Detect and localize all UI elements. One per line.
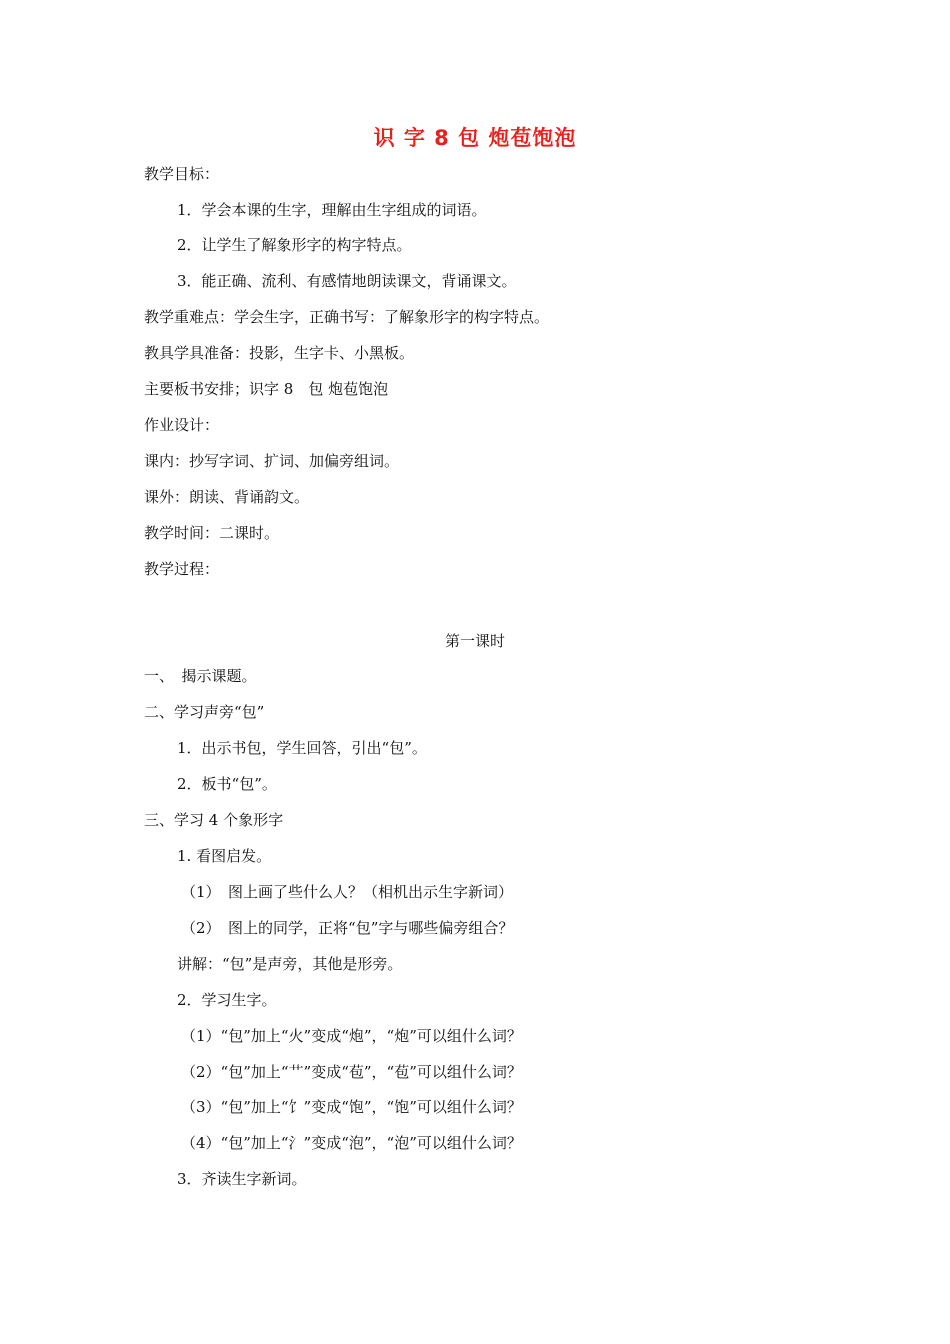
section-heading: 教学目标： (144, 165, 220, 183)
step-item: 2．板书“包”。 (177, 775, 277, 793)
board-plan: 主要板书安排；识字 8 包 炮苞饱泡 (144, 380, 389, 398)
step-heading: 三、学习 4 个象形字 (144, 811, 284, 829)
step-item: 3．齐读生字新词。 (177, 1170, 307, 1188)
step-item: 1．出示书包，学生回答，引出“包”。 (177, 739, 427, 757)
teaching-time: 教学时间：二课时。 (144, 524, 280, 542)
section-heading: 作业设计： (144, 416, 220, 434)
sub-item: （4）“包”加上“氵”变成“泡”，“泡”可以组什么词？ (181, 1134, 522, 1152)
step-item: 2．学习生字。 (177, 991, 277, 1009)
lesson-title: 识 字 8 包 炮苞饱泡 (373, 126, 577, 150)
homework-in-class: 课内：抄写字词、扩词、加偏旁组词。 (144, 452, 400, 470)
sub-item: （3）“包”加上“饣”变成“饱”，“饱”可以组什么词？ (181, 1098, 522, 1116)
key-difficulty: 教学重难点：学会生字，正确书写：了解象形字的构字特点。 (144, 308, 550, 326)
sub-item: （2） 图上的同学，正将“包”字与哪些偏旁组合？ (181, 919, 514, 937)
teaching-aids: 教具学具准备：投影，生字卡、小黑板。 (144, 344, 415, 362)
section-heading: 教学过程： (144, 560, 220, 578)
sub-item: （1）“包”加上“火”变成“炮”，“炮”可以组什么词？ (181, 1027, 522, 1045)
step-item: 1. 看图启发。 (177, 847, 272, 865)
homework-after-class: 课外：朗读、背诵韵文。 (144, 488, 310, 506)
step-heading: 一、 揭示课题。 (144, 667, 257, 685)
objective-item: 3．能正确、流利、有感情地朗读课文，背诵课文。 (177, 272, 517, 290)
period-heading: 第一课时 (444, 632, 505, 650)
objective-item: 2．让学生了解象形字的构字特点。 (177, 236, 412, 254)
explanation: 讲解：“包”是声旁，其他是形旁。 (177, 955, 403, 973)
objective-item: 1．学会本课的生字，理解由生字组成的词语。 (177, 201, 487, 219)
sub-item: （1） 图上画了些什么人？（相机出示生字新词） (181, 883, 514, 901)
step-heading: 二、学习声旁“包” (144, 703, 265, 721)
sub-item: （2）“包”加上“艹”变成“苞”，“苞”可以组什么词？ (181, 1063, 522, 1081)
